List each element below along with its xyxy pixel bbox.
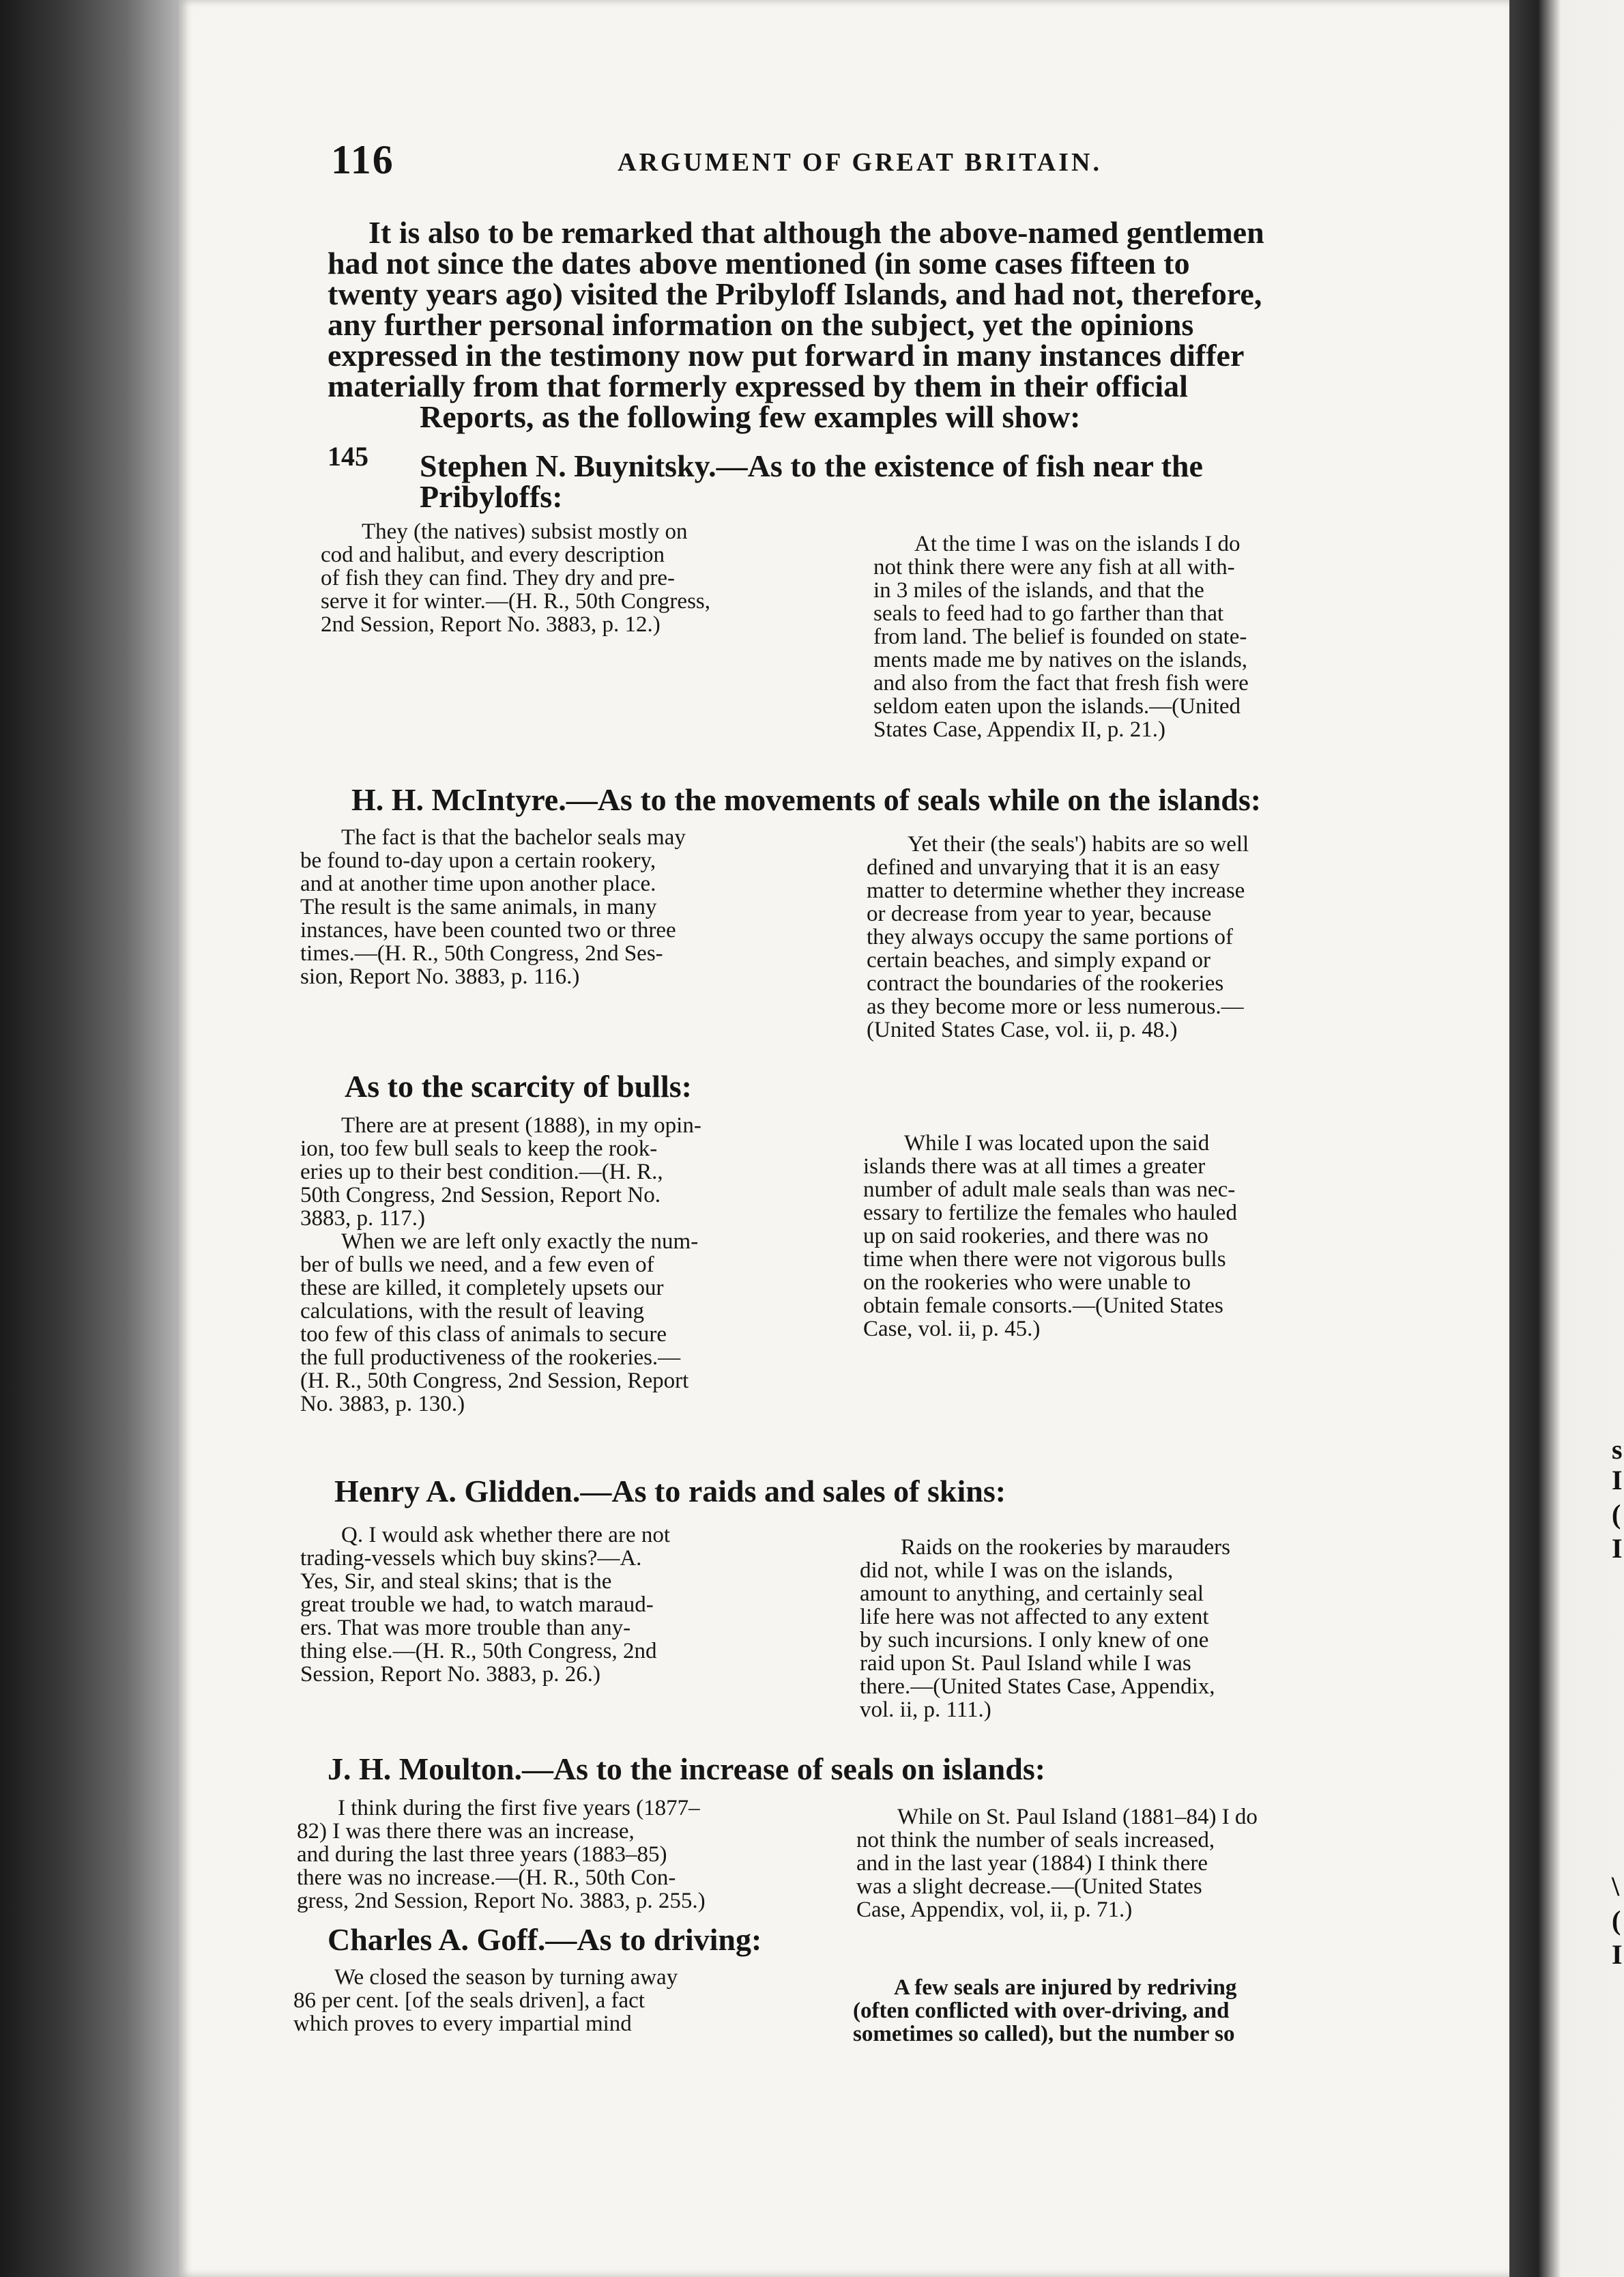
quote-right xyxy=(873,532,1249,741)
text-line: I think during the first five years (1877– xyxy=(338,1796,700,1820)
text-line: There are at present (1888), in my opin- xyxy=(341,1113,701,1138)
text-line: Pribyloffs: xyxy=(420,479,563,514)
text-line: The fact is that the bachelor seals may xyxy=(341,825,686,850)
page-number: 116 xyxy=(331,137,394,182)
text-line: amount to anything, and certainly seal xyxy=(860,1581,1204,1606)
text-line: (H. R., 50th Congress, 2nd Session, Report xyxy=(300,1369,689,1393)
text-line: eries up to their best condition.—(H. R., xyxy=(300,1160,663,1184)
section-heading: Henry A. Glidden.—As to raids and sales of skins: xyxy=(334,1474,1006,1508)
text-line: had not since the dates above mentioned (in some cases fifteen to xyxy=(328,246,1190,281)
quote-right xyxy=(867,833,1249,1042)
text-line: Yet their (the seals') habits are so well xyxy=(908,832,1249,857)
text-line: of fish they can find. They dry and pre- xyxy=(321,566,675,590)
text-line: trading-vessels which buy skins?—A. xyxy=(300,1546,642,1571)
text-line: gress, 2nd Session, Report No. 3883, p. 255.) xyxy=(297,1889,706,1913)
edge-mark: ( xyxy=(1612,1499,1621,1530)
text-line: obtain female consorts.—(United States xyxy=(863,1293,1223,1318)
text-line: great trouble we had, to watch maraud- xyxy=(300,1592,654,1617)
buynitsky-heading xyxy=(420,450,1399,512)
text-line: Raids on the rookeries by marauders xyxy=(901,1535,1230,1560)
edge-mark: s xyxy=(1612,1434,1623,1465)
section-heading: J. H. Moulton.—As to the increase of seals on islands: xyxy=(328,1751,1046,1786)
text-line: calculations, with the result of leaving xyxy=(300,1299,645,1323)
text-line: They (the natives) subsist mostly on xyxy=(362,519,688,544)
text-line: Reports, as the following few examples will show: xyxy=(420,399,1081,434)
text-line: matter to determine whether they increase xyxy=(867,878,1245,903)
next-page-edge xyxy=(1509,0,1624,2277)
text-line: When we are left only exactly the num- xyxy=(341,1229,699,1254)
running-title: ARGUMENT OF GREAT BRITAIN. xyxy=(618,148,1102,177)
text-line: in 3 miles of the islands, and that the xyxy=(873,578,1204,603)
text-line: up on said rookeries, and there was no xyxy=(863,1224,1208,1248)
text-line: the full productiveness of the rookeries.— xyxy=(300,1345,681,1370)
text-line: contract the boundaries of the rookeries xyxy=(867,971,1224,996)
text-line: Session, Report No. 3883, p. 26.) xyxy=(300,1662,600,1687)
text-line: there.—(United States Case, Appendix, xyxy=(860,1674,1215,1699)
text-line: any further personal information on the subject, yet the opinions xyxy=(328,307,1194,342)
edge-mark: I xyxy=(1612,1465,1623,1495)
text-line: While on St. Paul Island (1881–84) I do xyxy=(897,1805,1258,1829)
text-line: It is also to be remarked that although the above-named gentlemen xyxy=(368,215,1264,250)
text-line: ers. That was more trouble than any- xyxy=(300,1616,631,1640)
quote-right xyxy=(853,1976,1236,2046)
text-line: States Case, Appendix II, p. 21.) xyxy=(873,717,1166,742)
text-line: these are killed, it completely upsets our xyxy=(300,1276,664,1300)
text-line: did not, while I was on the islands, xyxy=(860,1558,1174,1583)
text-line: Case, Appendix, vol, ii, p. 71.) xyxy=(856,1898,1133,1922)
quote-left xyxy=(300,826,686,988)
text-line: 82) I was there there was an increase, xyxy=(297,1819,635,1844)
margin-number: 145 xyxy=(328,441,368,472)
text-line: At the time I was on the islands I do xyxy=(914,532,1241,556)
edge-mark: I xyxy=(1612,1533,1623,1564)
edge-mark: \ xyxy=(1612,1871,1620,1902)
book-gutter xyxy=(0,0,179,2277)
text-line: time when there were not vigorous bulls xyxy=(863,1247,1226,1272)
text-line: expressed in the testimony now put forward in many instances differ xyxy=(328,338,1245,373)
text-line: not think there were any fish at all with- xyxy=(873,555,1235,579)
text-line: A few seals are injured by redriving xyxy=(894,1975,1237,2000)
quote-left xyxy=(321,520,710,636)
text-line: instances, have been counted two or three xyxy=(300,918,676,943)
text-line: ber of bulls we need, and a few even of xyxy=(300,1252,654,1277)
quote-left xyxy=(300,1523,670,1686)
text-line: be found to-day upon a certain rookery, xyxy=(300,848,656,873)
text-line: twenty years ago) visited the Pribyloff Islands, and had not, therefore, xyxy=(328,276,1262,311)
text-line: cod and halibut, and every description xyxy=(321,543,665,567)
text-line: as they become more or less numerous.— xyxy=(867,994,1244,1019)
intro-paragraph xyxy=(328,217,1399,432)
text-line: and in the last year (1884) I think there xyxy=(856,1851,1208,1876)
text-line: seals to feed had to go farther than that xyxy=(873,601,1224,626)
quote-left xyxy=(293,1966,678,2035)
text-line: number of adult male seals than was nec- xyxy=(863,1177,1236,1202)
text-line: life here was not affected to any extent xyxy=(860,1605,1209,1629)
text-line: We closed the season by turning away xyxy=(334,1965,678,1990)
text-line: 50th Congress, 2nd Session, Report No. xyxy=(300,1183,661,1207)
text-line: ion, too few bull seals to keep the rook- xyxy=(300,1136,658,1161)
text-line: certain beaches, and simply expand or xyxy=(867,948,1210,973)
text-line: too few of this class of animals to secure xyxy=(300,1322,667,1347)
text-line: from land. The belief is founded on state- xyxy=(873,625,1247,649)
text-line: 2nd Session, Report No. 3883, p. 12.) xyxy=(321,612,661,637)
quote-left xyxy=(297,1796,706,1913)
text-line: The result is the same animals, in many xyxy=(300,895,657,919)
text-line: Yes, Sir, and steal skins; that is the xyxy=(300,1569,612,1594)
running-head xyxy=(331,137,1402,191)
text-line: by such incursions. I only knew of one xyxy=(860,1628,1209,1652)
section-heading: H. H. McIntyre.—As to the movements of seals while on the islands: xyxy=(351,782,1262,817)
text-line: was a slight decrease.—(United States xyxy=(856,1874,1202,1899)
text-line: and at another time upon another place. xyxy=(300,872,656,896)
text-line: materially from that formerly expressed by them in their official xyxy=(328,369,1188,403)
text-line: defined and unvarying that it is an easy xyxy=(867,855,1220,880)
text-line: Stephen N. Buynitsky.—As to the existence of fish near the xyxy=(420,448,1203,483)
quote-right xyxy=(863,1132,1237,1341)
text-line: islands there was at all times a greater xyxy=(863,1154,1206,1179)
text-line: 3883, p. 117.) xyxy=(300,1206,426,1231)
section-heading: As to the scarcity of bulls: xyxy=(345,1069,692,1104)
text-line: and also from the fact that fresh fish were xyxy=(873,671,1249,696)
text-line: While I was located upon the said xyxy=(904,1131,1210,1156)
text-line: Case, vol. ii, p. 45.) xyxy=(863,1317,1041,1341)
quote-right xyxy=(856,1805,1258,1921)
section-heading: Charles A. Goff.—As to driving: xyxy=(328,1922,762,1957)
text-line: on the rookeries who were unable to xyxy=(863,1270,1191,1295)
text-line: 86 per cent. [of the seals driven], a fact xyxy=(293,1988,645,2013)
text-line: and during the last three years (1883–85) xyxy=(297,1842,667,1867)
text-line: raid upon St. Paul Island while I was xyxy=(860,1651,1191,1676)
text-line: times.—(H. R., 50th Congress, 2nd Ses- xyxy=(300,941,663,966)
text-line: they always occupy the same portions of xyxy=(867,925,1234,949)
edge-mark: ( xyxy=(1612,1905,1621,1936)
text-line: not think the number of seals increased, xyxy=(856,1828,1215,1852)
text-line: serve it for winter.—(H. R., 50th Congress, xyxy=(321,589,711,614)
text-line: there was no increase.—(H. R., 50th Con- xyxy=(297,1865,676,1890)
text-line: (often conflicted with over-driving, and xyxy=(853,1999,1230,2023)
text-line: or decrease from year to year, because xyxy=(867,902,1212,926)
text-line: No. 3883, p. 130.) xyxy=(300,1392,465,1416)
text-line: Q. I would ask whether there are not xyxy=(341,1523,670,1547)
text-line: sometimes so called), but the number so xyxy=(853,2022,1235,2046)
text-line: ments made me by natives on the islands, xyxy=(873,648,1248,672)
text-line: seldom eaten upon the islands.—(United xyxy=(873,694,1241,719)
text-line: which proves to every impartial mind xyxy=(293,2011,632,2036)
text-line: vol. ii, p. 111.) xyxy=(860,1698,991,1722)
text-line: (United States Case, vol. ii, p. 48.) xyxy=(867,1018,1178,1042)
quote-left xyxy=(300,1114,701,1416)
text-line: essary to fertilize the females who hauled xyxy=(863,1201,1237,1225)
quote-right xyxy=(860,1536,1230,1721)
text-line: sion, Report No. 3883, p. 116.) xyxy=(300,964,580,989)
edge-mark: I xyxy=(1612,1939,1623,1970)
text-line: thing else.—(H. R., 50th Congress, 2nd xyxy=(300,1639,657,1663)
